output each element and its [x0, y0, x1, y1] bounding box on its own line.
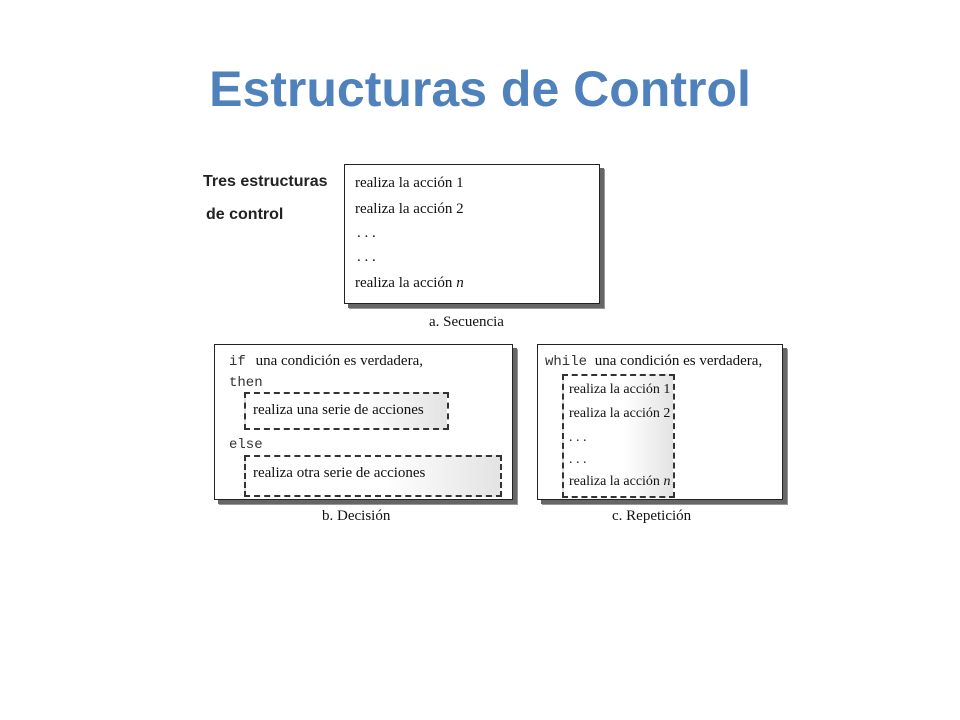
keyword-else: else [229, 437, 263, 453]
loop-line-1: realiza la acción 1 [569, 382, 671, 397]
then-action-text: realiza una serie de acciones [253, 402, 424, 418]
decision-caption: b. Decisión [322, 508, 391, 524]
repetition-box [537, 344, 783, 500]
keyword-while: while [545, 354, 588, 370]
repetition-while-line [545, 353, 762, 370]
sequence-line-n-text: realiza la acción [355, 275, 457, 291]
decision-condition: una condición es verdadera, [255, 353, 423, 369]
heading-line-2: de control [206, 206, 284, 223]
repetition-caption: c. Repetición [612, 508, 692, 524]
loop-ellipsis-1: . . . [569, 430, 587, 445]
sequence-line-n [355, 275, 464, 292]
loop-line-n-var: n [663, 474, 671, 489]
repetition-condition: una condición es verdadera, [594, 353, 763, 369]
slide-title: Estructuras de Control [209, 61, 751, 117]
else-action-text: realiza otra serie de acciones [253, 465, 426, 481]
sequence-ellipsis-2: . . . [357, 249, 376, 265]
heading-line-1: Tres estructuras [203, 173, 328, 190]
sequence-line-n-var: n [456, 275, 464, 291]
decision-if-line [229, 353, 423, 370]
diagram-heading [203, 174, 328, 223]
loop-ellipsis-2: . . . [569, 452, 587, 467]
sequence-caption: a. Secuencia [429, 314, 504, 330]
sequence-box [344, 164, 600, 304]
else-action-block [244, 455, 502, 497]
loop-body-block [562, 374, 675, 498]
loop-line-n [569, 474, 670, 490]
then-action-block [244, 392, 449, 430]
loop-line-2: realiza la acción 2 [569, 406, 671, 421]
loop-line-n-text: realiza la acción [569, 474, 664, 489]
keyword-if: if [229, 354, 246, 370]
keyword-then: then [229, 375, 263, 391]
sequence-ellipsis-1: . . . [357, 225, 376, 241]
sequence-line-2: realiza la acción 2 [355, 201, 464, 217]
sequence-line-1: realiza la acción 1 [355, 175, 464, 191]
decision-box [214, 344, 513, 500]
